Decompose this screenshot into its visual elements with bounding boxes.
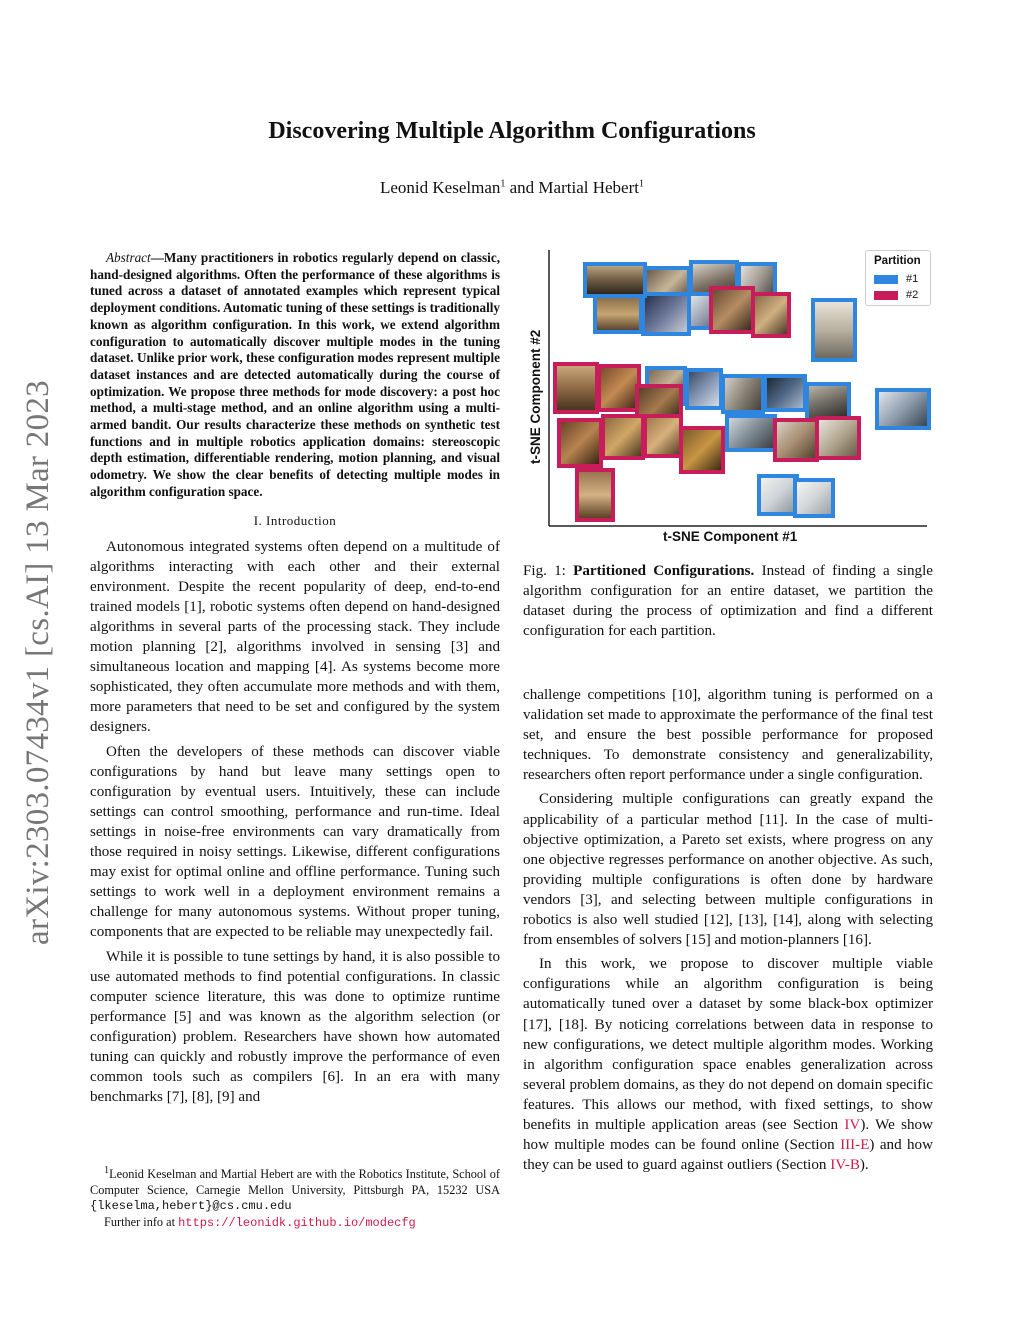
abstract-label: Abstract — [106, 250, 151, 265]
image-tile — [709, 286, 755, 334]
legend-title: Partition — [874, 255, 921, 267]
author-1: Leonid Keselman — [380, 178, 501, 197]
right-paragraph-3 — [523, 954, 933, 1175]
image-tile — [575, 468, 615, 522]
image-tile — [811, 298, 857, 362]
author-2: and Martial Hebert — [505, 178, 639, 197]
image-tile — [763, 374, 807, 412]
intro-paragraph-1: Autonomous integrated systems often depend on a multitude of algorithms interacting with each other and their external environment. Despite the recent popularity of deep, end-to-end trained models [1], robotic systems often depend on hand-designed algorithms in several parts of the processing stack. They include motion planning [2], algorithms involved in sensing [3] and simultaneous location and mapping [4]. As systems become more sophisticated, they often accumulate more methods and with them, more parameters that need to be set and configured by the system designers. — [90, 538, 500, 736]
abstract — [90, 250, 500, 501]
image-tile — [553, 362, 599, 414]
footnote-text: Leonid Keselman and Martial Hebert are with the Robotics Institute, School of Computer Science, Carnegie Mellon University, Pittsburgh PA, 15232 USA — [90, 1167, 500, 1197]
intro-paragraph-3: While it is possible to tune settings by hand, it is also possible to use automated methods to find potential configurations. In classic computer science literature, this was done to optimize runtime performance [5] and was known as the algorithm selection (or configuration) problem. Researchers have shown how automated tuning can quickly and robustly improve the performance of even common tools such as compilers [6]. In an era with many benchmarks [7], [8], [9] and — [90, 948, 500, 1106]
image-tile — [601, 414, 645, 460]
image-tile — [815, 416, 861, 460]
image-tile — [643, 414, 683, 458]
x-axis-label: t-SNE Component #1 — [663, 529, 798, 544]
paper-title: Discovering Multiple Algorithm Configurations — [268, 118, 756, 144]
legend-label-2: #2 — [906, 289, 919, 301]
figure-caption — [523, 561, 933, 641]
image-tile — [725, 414, 777, 452]
section-heading-introduction: I. Introduction — [253, 512, 337, 528]
figure-legend — [865, 250, 931, 306]
footnote-email[interactable]: {lkeselma,hebert}@cs.cmu.edu — [90, 1199, 292, 1214]
right-p3-part-b: ). We show how multiple modes can be found online (Section — [523, 1116, 933, 1154]
caption-title: Partitioned Configurations. — [573, 563, 755, 579]
figure-1-tsne-plot — [523, 246, 935, 551]
footnote — [90, 1163, 500, 1231]
caption-text: Instead of finding a single algorithm configuration for an entire dataset, we partition the dataset during the process of optimization and find a different configuration for each partition. — [523, 563, 933, 640]
footnote-further-label: Further info at — [104, 1214, 179, 1229]
right-p3-part-a: In this work, we propose to discover multiple viable configurations while an algorithm configuration is being automatically tuned over a dataset by some black-box optimizer [17], [18]. By noticing correlations between data in response to new configurations, we detect multiple algorithm modes. Working in algorithm configuration space enables generalization across several problem domains, as they do not depend on domain specific features. This allows our method, with fixed settings, to show benefits in multiple application areas (see Section — [523, 956, 933, 1133]
abstract-dash: — — [150, 250, 164, 265]
y-axis-label: t-SNE Component #2 — [528, 329, 543, 464]
legend-swatch-2 — [874, 291, 898, 300]
author-list — [0, 178, 1024, 198]
image-tile — [679, 426, 725, 474]
intro-paragraph-2: Often the developers of these methods can discover viable configurations by hand but leave many settings open to configuration by eventual users. Intuitively, these can include settings can control smoothing, performance and run-time. Ideal settings in noise-free environments can vary dramatically from those required in noisy settings. Likewise, different configurations may exist for optimal online and offline performance. Tuning such settings to work well in a deployment environment remains a challenge for many autonomous systems. Without proper tuning, components that are expected to be reliable may unexpectedly fail. — [90, 743, 500, 941]
image-tile — [721, 374, 765, 414]
caption-label: Fig. 1: — [523, 563, 574, 579]
footnote-further-info — [90, 1215, 500, 1232]
right-paragraph-1: challenge competitions [10], algorithm tuning is performed on a validation set made to approximate the performance of the final test set, and ensure the best possible performance for proposed techniques. To demonstrate consistency and generalizability, researchers often report performance under a single configuration. — [523, 687, 933, 784]
left-column — [90, 250, 500, 1107]
image-tile — [557, 418, 603, 468]
footnote-url-link[interactable]: https://leonidk.github.io/modecfg — [178, 1215, 416, 1230]
abstract-text: Many practitioners in robotics regularly depend on classic, hand-designed algorithms. Often the performance of these algorithms is tuned across a dataset of annotated examples which represent typical deployment conditions. Automatic tuning of these settings is traditionally known as algorithm configuration. In this work, we extend algorithm configuration to automatically discover multiple modes in the tuning dataset. Unlike prior work, these configuration modes represent multiple dataset instances and are detected automatically during the course of optimization. We propose three methods for mode discovery: a post hoc method, a multi-stage method, and an online algorithm using a multi-armed bandit. Our results characterize these methods on synthetic test functions and in multiple robotics application domains: stereoscopic depth estimation, differentiable rendering, motion planning, and visual odometry. We show the clear benefits of detecting multiple modes in algorithm configuration space. — [90, 250, 500, 499]
author-1-affil: 1 — [500, 178, 506, 190]
image-tile — [583, 262, 647, 298]
image-tile — [793, 478, 835, 518]
legend-swatch-1 — [874, 275, 898, 284]
right-p3-part-c: ) and how they can be used to guard against outliers (Section — [523, 1137, 933, 1174]
arxiv-identifier: arXiv:2303.07434v1 [cs.AI] 13 Mar 2023 — [20, 380, 56, 945]
footnote-affiliation — [90, 1163, 500, 1215]
image-tile — [773, 418, 819, 462]
section-ref-iv-b-link[interactable]: IV-B — [830, 1157, 860, 1174]
image-tile — [685, 368, 723, 410]
image-tile — [593, 294, 643, 334]
legend-label-1: #1 — [906, 273, 919, 285]
right-column — [523, 685, 933, 1175]
image-tile — [875, 388, 931, 430]
section-ref-iv-link[interactable]: IV — [844, 1116, 861, 1133]
right-paragraph-2: Considering multiple configurations can greatly expand the applicability of a particular method [11]. In the case of multi-objective optimization, a Pareto set exists, where progress on any one objective regresses performance on another objective. As such, providing multiple configurations is often done by hardware vendors [3], and selecting between multiple configurations in robotics is also well studied [12], [13], [14], along with selecting from ensembles of solvers [15] and motion-planners [16]. — [523, 791, 933, 949]
image-tile — [751, 292, 791, 338]
author-2-affil: 1 — [638, 178, 644, 190]
right-p3-part-d: ). — [859, 1157, 869, 1174]
image-tile — [641, 292, 691, 336]
footnote-mark: 1 — [104, 1165, 110, 1176]
section-ref-iii-e-link[interactable]: III-E — [840, 1137, 870, 1154]
